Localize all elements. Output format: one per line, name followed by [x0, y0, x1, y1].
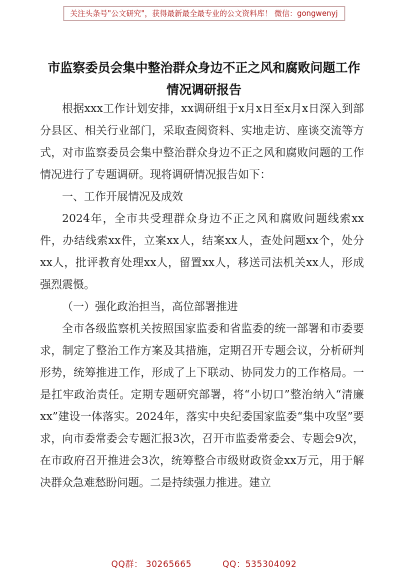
subsection-heading-1: （一）强化政治担当，高位部署推进: [62, 300, 238, 313]
document-title-line-2: 情况调研报告: [166, 82, 242, 97]
document-body: [40, 98, 364, 494]
paragraph-deployment: 全市各级监察机关按照国家监委和省监委的统一部署和市委要求，制定了整治工作方案及其措施，定期召开专题会议，分析研判形势，统筹推进工作，形成了上下联动、协同发力的工作格局。一是扛牢政治责任。定期专题研究部署，将“小切口”整治纳入“清廉xx”建设一体落实。2024年，落实中央纪委国家监委“集中攻坚”要求，向市委常委会专题汇报3次，召开市监委常委会、专题会9次，在市政府召开推进会3次，统筹整合市级财政资金xx万元，用于解决群众急难愁盼问题。二是持续强力推进。建立: [40, 322, 364, 489]
footer-qq: QQ：535304092: [222, 560, 297, 570]
footer-qq-group: QQ群： 30265665: [111, 560, 192, 570]
paragraph-statistics: 2024年，全市共受理群众身边不正之风和腐败问题线索xx件，办结线索xx件，立案xx人，结案xx人，查处问题xx个，处分xx人，批评教育处理xx人，留置xx人，移送司法机关xx人，形成强烈震慑。: [40, 212, 364, 291]
section-heading-1: 一、工作开展情况及成效: [62, 190, 183, 203]
document-title-line-1: 市监察委员会集中整治群众身边不正之风和腐败问题工作: [47, 60, 361, 75]
header-banner: 关注头条号"公文研究"，获得最新最全最专业的公文资料库！ 微信：gongwenyj: [63, 6, 345, 21]
paragraph-intro: 根据xxx工作计划安排，xx调研组于x月x日至x月x日深入到部分县区、相关行业部门，采取查阅资料、实地走访、座谈交流等方式，对市监察委员会集中整治群众身边不正之风和腐败问题的工作情况进行了专题调研。现将调研情况报告如下：: [40, 102, 364, 181]
footer-contact: [0, 558, 408, 570]
